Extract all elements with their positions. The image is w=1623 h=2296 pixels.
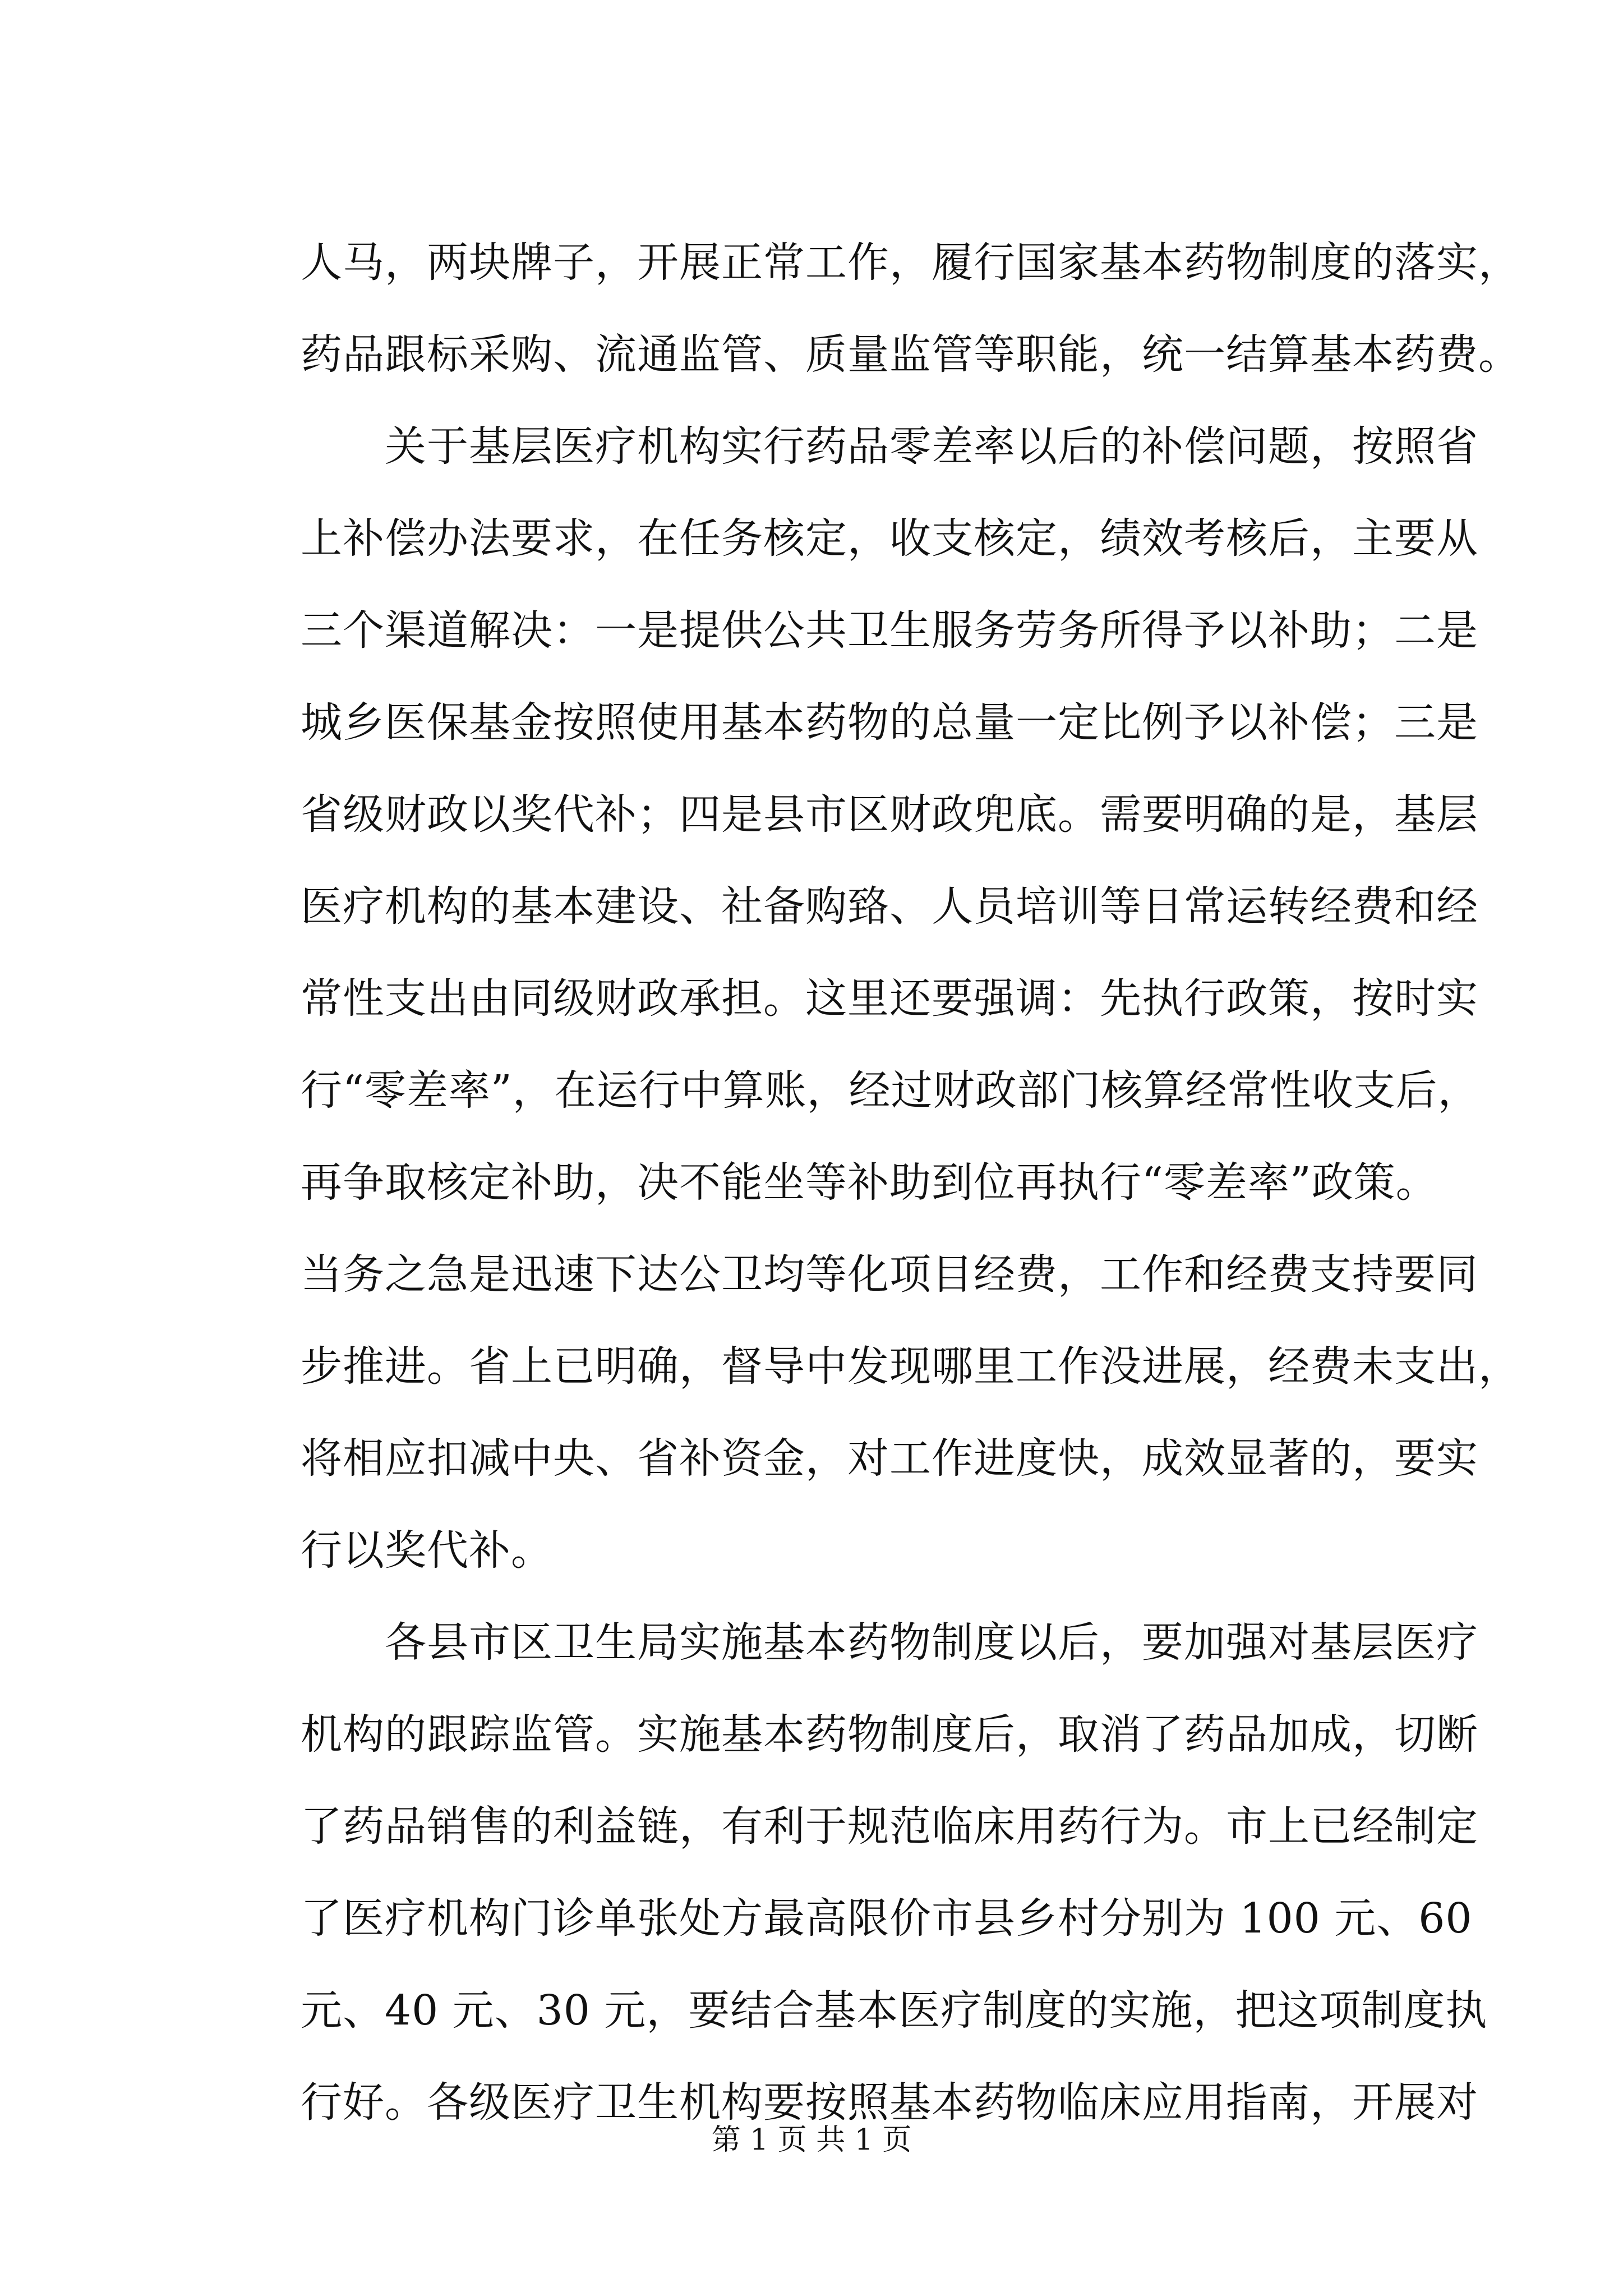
text-line: 了药品销售的利益链，有利于规范临床用药行为。市上已经制定 [301,1802,1478,1851]
text-line: 人马，两块牌子，开展正常工作，履行国家基本药物制度的落实， [301,238,1520,287]
page-footer: 第 1 页 共 1 页 [711,2123,912,2157]
paragraph-end-line: 行以奖代补。 [301,1526,553,1575]
text-line: 省级财政以奖代补；四是县市区财政兜底。需要明确的是，基层 [301,790,1478,839]
text-line: 机构的跟踪监管。实施基本药物制度后，取消了药品加成，切断 [301,1710,1478,1759]
text-line: 三个渠道解决：一是提供公共卫生服务劳务所得予以补助；二是 [301,606,1478,655]
body-text [301,217,1520,2148]
text-line: 当务之急是迅速下达公卫均等化项目经费，工作和经费支持要同 [301,1250,1478,1299]
text-line: 再争取核定补助，决不能坐等补助到位再执行“零差率”政策。 [301,1158,1438,1207]
text-line: 各县市区卫生局实施基本药物制度以后，要加强对基层医疗 [301,1618,1478,1667]
text-line: 行“零差率”，在运行中算账，经过财政部门核算经常性收支后， [301,1066,1480,1115]
text-line: 上补偿办法要求，在任务核定，收支核定，绩效考核后，主要从 [301,514,1478,563]
text-line: 常性支出由同级财政承担。这里还要强调：先执行政策，按时实 [301,974,1478,1023]
text-line: 关于基层医疗机构实行药品零差率以后的补偿问题，按照省 [301,422,1478,471]
text-line: 元、40 元、30 元，要结合基本医疗制度的实施，把这项制度执 [301,1986,1488,2035]
text-line: 城乡医保基金按照使用基本药物的总量一定比例予以补偿；三是 [301,698,1478,747]
text-line: 药品跟标采购、流通监管、质量监管等职能，统一结算基本药费。 [301,330,1520,379]
text-line: 步推进。省上已明确，督导中发现哪里工作没进展，经费未支出， [301,1342,1520,1391]
text-line: 将相应扣减中央、省补资金，对工作进度快，成效显著的，要实 [301,1434,1478,1483]
text-line: 了医疗机构门诊单张处方最高限价市县乡村分别为 100 元、60 [301,1894,1473,1943]
text-line: 行好。各级医疗卫生机构要按照基本药物临床应用指南，开展对 [301,2078,1478,2127]
text-line: 医疗机构的基本建设、社备购臵、人员培训等日常运转经费和经 [301,882,1478,931]
